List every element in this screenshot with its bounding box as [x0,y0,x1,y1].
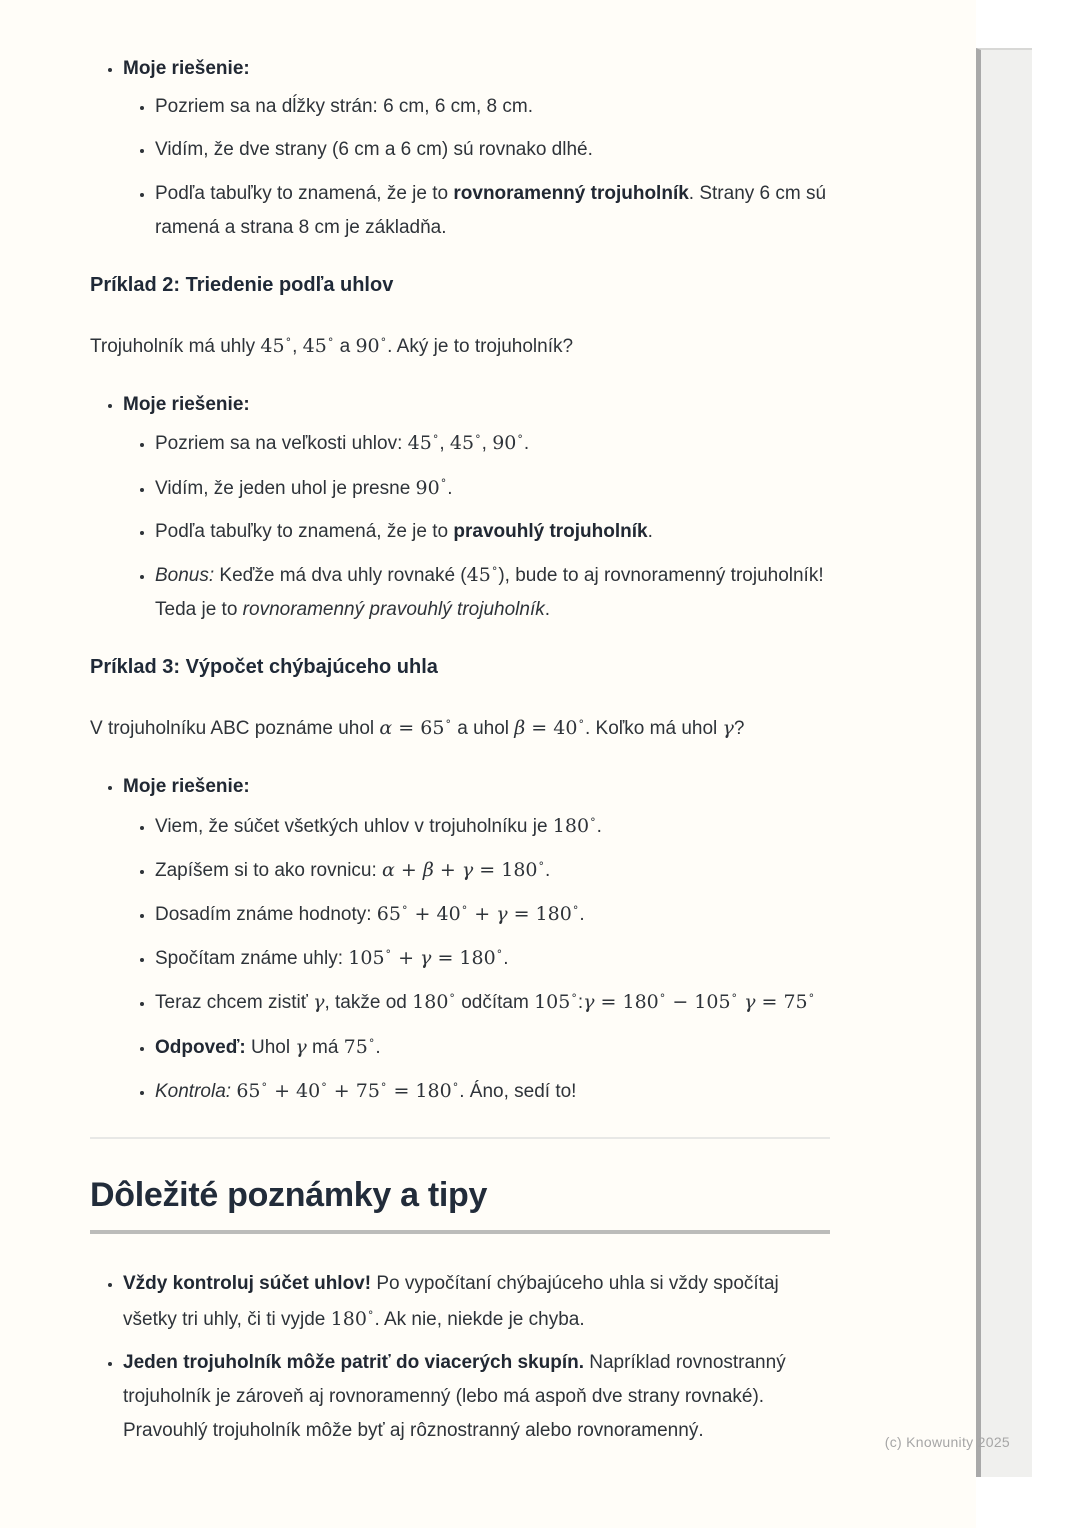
list-item [155,177,830,245]
text-segment: pravouhlý trojuholník [453,520,648,542]
text-segment: Moje riešenie: [123,776,250,798]
text-segment: . Aký je to trojuholník? [387,335,574,357]
text-segment: Vždy kontroluj súčet uhlov! [123,1273,372,1295]
text-segment: . Áno, sedí to! [459,1080,577,1102]
list-item [155,853,830,888]
text-segment: γ [722,717,734,740]
list-item [123,388,830,627]
text-segment: γ [496,903,508,925]
text-segment: . Koľko má uhol [584,718,723,740]
text-segment: = 65° [392,717,451,740]
text-segment: 90° [355,334,387,357]
text-segment: . Strany 6 cm sú ramená a strana 8 cm je základňa. [155,182,827,238]
text-segment: Pozriem sa na veľkosti uhlov: [155,433,408,455]
text-segment: , [481,433,493,455]
text-segment: = 180° [473,858,545,881]
list-item [155,426,830,461]
list-item [155,133,830,167]
list-item [155,809,830,844]
text-segment: 180° [412,991,455,1014]
list-item [155,1074,830,1109]
document-content [90,52,830,1472]
text-segment: Teraz chcem zistiť [155,992,314,1014]
text-segment: , [292,335,303,357]
text-segment: 65° + 40° + [376,903,497,925]
text-segment: Príklad 3: Výpočet chýbajúceho uhla [90,656,438,679]
bullet-list [90,770,830,1109]
list-item [123,770,830,1109]
text-segment: . [447,477,453,499]
text-segment: Príklad 2: Triedenie podľa uhlov [90,273,394,296]
list-item [123,1346,830,1449]
text-segment: má [306,1036,344,1058]
text-segment: γ [295,1035,307,1058]
text-segment: , [439,433,450,455]
text-segment: ? [733,718,745,740]
text-segment: γ [744,991,756,1014]
list-item [155,897,830,932]
section-heading [90,1174,830,1235]
paragraph [90,329,830,364]
text-segment: Po vypočítaní chýbajúceho uhla si vždy spočítaj všetky tri uhly, či ti vyjde [123,1273,779,1330]
text-segment: Vidím, že dve strany (6 cm a 6 cm) sú rovnako dlhé. [155,139,593,161]
list-item [155,558,830,627]
text-segment: = 75° [755,991,815,1014]
bullet-list [90,1267,830,1448]
text-segment: 90° [492,432,523,455]
text-segment: Dôležité poznámky a tipy [90,1175,488,1214]
text-segment: . [596,815,602,837]
text-segment: + [394,858,423,881]
text-segment: 45° [449,432,481,455]
text-segment: Pozriem sa na dĺžky strán: 6 cm, 6 cm, 8 cm. [155,96,533,118]
bullet-list [90,388,830,627]
text-segment: . [375,1036,381,1058]
text-segment: Jeden trojuholník môže patriť do viacerých skupín. [123,1351,584,1373]
text-segment: 45° [302,334,334,357]
bullet-list [123,90,830,245]
text-segment: . [544,599,551,621]
text-segment: γ [461,858,474,881]
paragraph [90,711,830,746]
text-segment: a uhol [451,718,515,740]
bullet-list [123,809,830,1109]
text-segment: Dosadím známe hodnoty: [155,904,377,925]
text-segment: rovnoramenný trojuholník [453,182,689,204]
text-segment: a [334,335,356,357]
text-segment: . Ak nie, niekde je chyba. [374,1308,585,1330]
text-segment: γ [420,947,432,970]
text-segment: 105° + [348,947,421,970]
text-segment: Trojuholník má uhly [90,335,261,357]
text-segment: Kontrola: [155,1080,232,1102]
subsection-heading [90,271,830,299]
list-item [155,941,830,976]
text-segment: β [422,858,434,881]
text-segment: = 180° [431,947,503,970]
page-edge-strip [976,48,1032,1477]
bullet-list [123,426,830,627]
list-item [155,1030,830,1065]
text-segment: Podľa tabuľky to znamená, že je to [155,182,454,204]
text-segment: 90° [415,476,447,499]
text-segment: = 40° [525,717,584,740]
text-segment: : [577,992,584,1014]
text-segment: V trojuholníku ABC poznáme uhol [90,718,380,740]
text-segment: . [647,520,653,542]
list-item [155,471,830,506]
text-segment: Moje riešenie: [123,394,250,416]
list-item [155,985,830,1020]
text-segment: . [579,904,585,925]
divider [90,1137,830,1139]
text-segment: ), bude to aj rovnoramenný trojuholník! Teda je to [155,564,824,621]
text-segment: Spočítam známe uhly: [155,948,349,970]
text-segment: Keďže má dva uhly rovnaké ( [214,564,467,586]
text-segment: 105° [534,991,577,1014]
text-segment: α [379,717,393,740]
list-item [123,52,830,245]
text-segment: 45° [407,432,439,455]
text-segment: odčítam [455,992,535,1014]
text-segment: 45° [466,563,498,586]
text-segment: Viem, že súčet všetkých uhlov v trojuholníku je [155,815,553,837]
text-segment: 75° [343,1035,375,1058]
text-segment: . [523,433,530,455]
text-segment: Moje riešenie: [123,58,250,79]
text-segment: Podľa tabuľky to znamená, že je to [155,520,454,542]
text-segment: γ [583,991,595,1014]
text-segment: = 180° [507,903,579,925]
bullet-list [90,52,830,245]
text-segment: Odpoveď: [155,1036,246,1058]
text-segment: Napríklad rovnostranný trojuholník je zároveň aj rovnoramenný (lebo má aspoň dve strany rovnaké). Pravouhlý trojuholník môže byť aj rôznostranný alebo rovnoramenný. [123,1351,786,1442]
text-segment: + [433,858,462,881]
text-segment: = 180° − 105° [594,991,738,1014]
list-item [155,515,830,549]
text-segment: Zapíšem si to ako rovnicu: [155,859,383,881]
text-segment: , takže od [324,992,413,1014]
text-segment: Vidím, že jeden uhol je presne [155,477,416,499]
text-segment: Bonus: [155,564,215,586]
list-item [155,90,830,124]
subsection-heading [90,653,830,681]
text-segment: . [503,948,509,970]
text-segment: 180° [552,814,596,837]
text-segment: Uhol [245,1036,296,1058]
text-segment: γ [313,991,325,1014]
text-segment: 45° [260,334,292,357]
text-segment: 65° + 40° + 75° = 180° [236,1079,459,1102]
text-segment: . [545,859,551,881]
text-segment: 180° [330,1307,374,1330]
list-item [123,1267,830,1336]
text-segment: α [382,858,395,881]
watermark: (c) Knowunity 2025 [884,1434,1010,1450]
text-segment: rovnoramenný pravouhlý trojuholník [242,599,545,621]
text-segment: β [514,717,526,740]
